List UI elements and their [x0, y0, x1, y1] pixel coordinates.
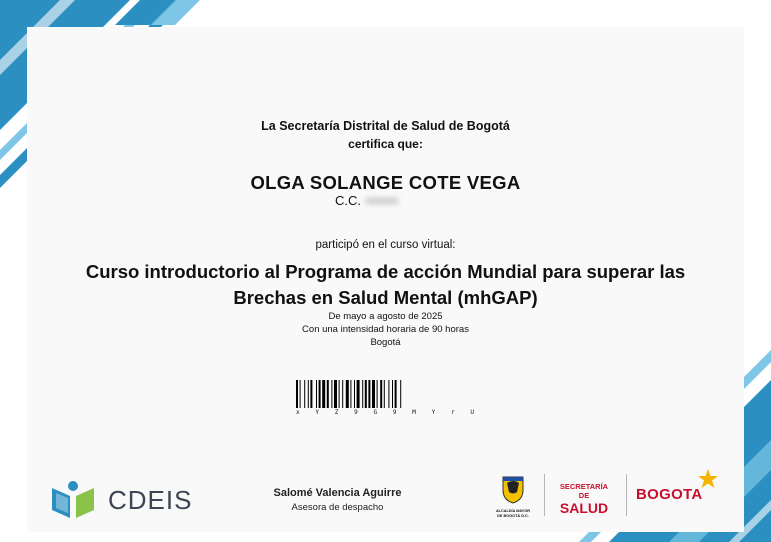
issuer-text: La Secretaría Distrital de Salud de Bogotá [261, 119, 510, 133]
barcode-bar [296, 380, 298, 408]
bogota-logo-text: BOGOTA [636, 486, 703, 503]
participation-text: participó en el curso virtual: [315, 239, 456, 251]
signer-role: Asesora de despacho [291, 502, 384, 513]
verification-code-char: 9 [392, 409, 397, 416]
barcode-bar [334, 380, 337, 408]
barcode-bar [316, 380, 317, 408]
redacted-id-number [365, 197, 399, 205]
alcaldia-logo [488, 474, 538, 518]
barcode-bar [322, 380, 325, 408]
barcode-bar [310, 380, 312, 408]
alcaldia-line-1: ALCALDÍA MAYOR [495, 509, 531, 513]
barcode-bar [300, 380, 301, 408]
barcode-bar [362, 380, 363, 408]
verification-code-char: x [296, 409, 300, 416]
star-icon [697, 468, 719, 490]
cdeis-logo [50, 480, 192, 520]
verification-code [296, 409, 474, 416]
verification-code-char: Y [431, 409, 436, 416]
course-title-line-1: Curso introductorio al Programa de acción Mundial para superar las [85, 261, 686, 282]
verification-code-char: Y [315, 409, 319, 416]
coat-of-arms-icon [500, 474, 526, 504]
barcode-bar [395, 380, 397, 408]
secretaria-line-1: SECRETARÍA DE [559, 482, 609, 500]
barcode-bar [339, 380, 340, 408]
barcode-bar [380, 380, 382, 408]
barcode-bar [357, 380, 360, 408]
barcode-bar [377, 380, 378, 408]
course-title [0, 259, 771, 311]
course-hours: Con una intensidad horaria de 90 horas [302, 324, 469, 335]
barcode-bar [388, 380, 389, 408]
alcaldia-line-2: DE BOGOTÁ D.C. [497, 513, 529, 518]
course-dates: De mayo a agosto de 2025 [328, 311, 443, 322]
verification-code-char: U [470, 409, 474, 416]
barcode-bar [304, 380, 305, 408]
barcode-bar [392, 380, 393, 408]
barcode-bar [372, 380, 375, 408]
id-label: C.C. [335, 193, 361, 208]
course-city: Bogotá [370, 337, 401, 348]
verification-code-char: G [373, 409, 378, 416]
secretaria-line-2: SALUD [559, 500, 609, 516]
barcode-bar [308, 380, 309, 408]
barcode-bar [327, 380, 329, 408]
barcode-bar [354, 380, 355, 408]
verification-code-char: Z [334, 409, 339, 416]
barcode-bar [368, 380, 370, 408]
barcode-bar [400, 380, 401, 408]
barcode-bar [342, 380, 343, 408]
verification-barcode [296, 380, 474, 408]
barcode-bar [384, 380, 385, 408]
verification-code-char: 9 [354, 409, 358, 416]
barcode-bar [319, 380, 321, 408]
signer-name: Salomé Valencia Aguirre [273, 487, 402, 499]
verification-code-char: r [451, 409, 455, 416]
barcode-bar [346, 380, 349, 408]
barcode-bar [365, 380, 367, 408]
barcode-bar [331, 380, 332, 408]
course-title-line-2: Brechas en Salud Mental (mhGAP) [233, 287, 538, 308]
cdeis-logo-text: CDEIS [108, 484, 193, 515]
logo-divider [544, 474, 545, 516]
logo-divider [626, 474, 627, 516]
verification-code-char: M [412, 409, 416, 416]
recipient-name: OLGA SOLANGE COTE VEGA [250, 172, 521, 193]
cdeis-logo-icon [50, 480, 96, 520]
barcode-bar [350, 380, 351, 408]
secretaria-salud-logo [556, 482, 612, 516]
certifies-text: certifica que: [348, 137, 423, 151]
